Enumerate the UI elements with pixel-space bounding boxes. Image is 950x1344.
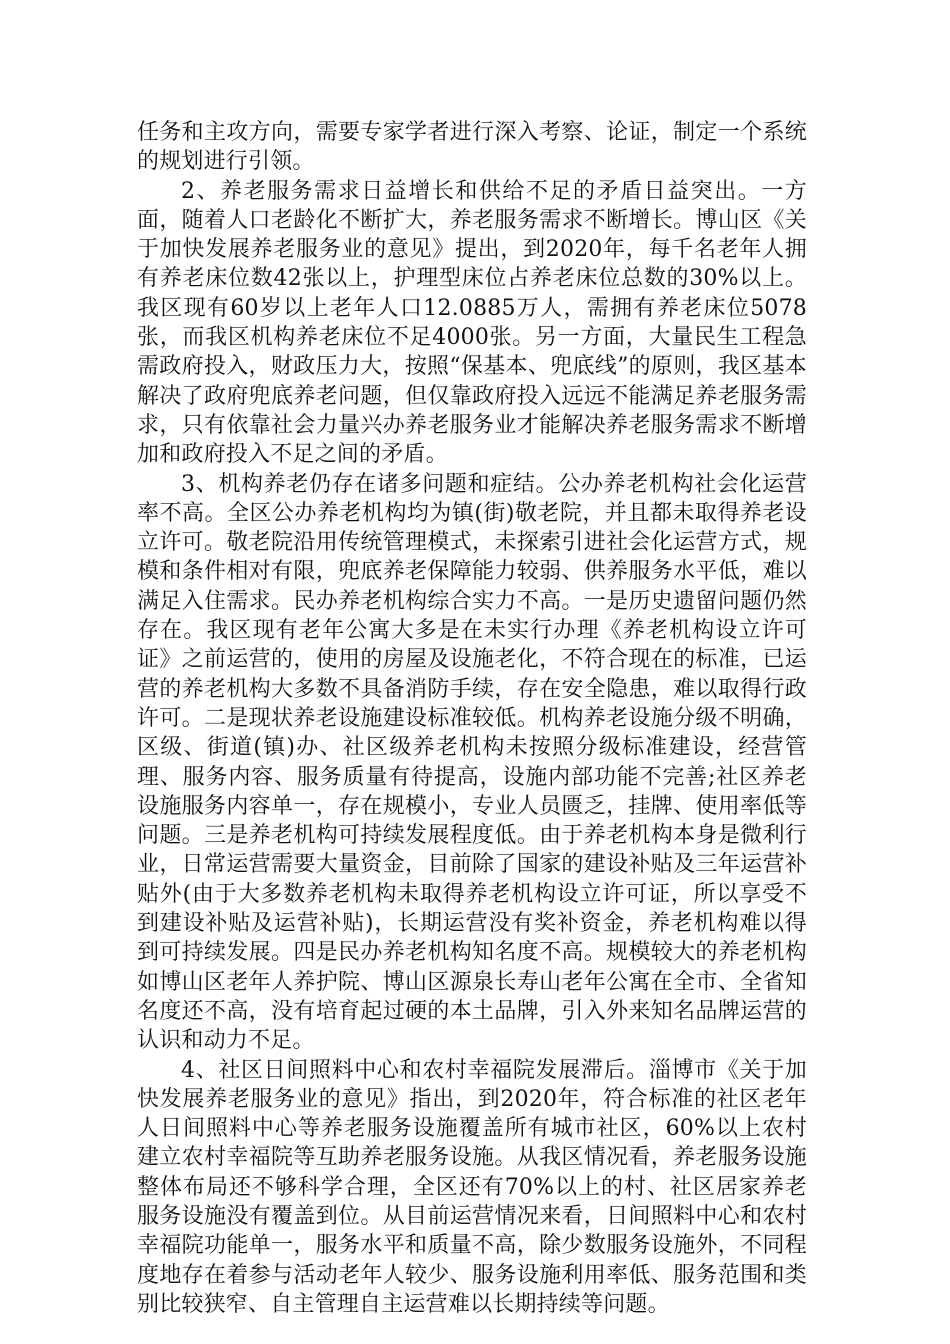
document-page	[137, 118, 807, 1319]
paragraph-institutional-issues: 3、机构养老仍存在诸多问题和症结。公办养老机构社会化运营率不高。全区公办养老机构均为镇(街)敬老院，并且都未取得养老设立许可。敬老院沿用传统管理模式，未探索引进社会化运营方式，规模和条件相对有限，兜底养老保障能力较弱、供养服务水平低，难以满足入住需求。民办养老机构综合实力不高。一是历史遗留问题仍然存在。我区现有老年公寓大多是在未实行办理《养老机构设立许可证》之前运营的，使用的房屋及设施老化，不符合现在的标准，已运营的养老机构大多数不具备消防手续，存在安全隐患，难以取得行政许可。二是现状养老设施建设标准较低。机构养老设施分级不明确，区级、街道(镇)办、社区级养老机构未按照分级标准建设，经营管理、服务内容、服务质量有待提高，设施内部功能不完善;社区养老设施服务内容单一，存在规模小，专业人员匮乏，挂牌、使用率低等问题。三是养老机构可持续发展程度低。由于养老机构本身是微利行业，日常运营需要大量资金，目前除了国家的建设补贴及三年运营补贴外(由于大多数养老机构未取得养老机构设立许可证，所以享受不到建设补贴及运营补贴)，长期运营没有奖补资金，养老机构难以得到可持续发展。四是民办养老机构知名度不高。规模较大的养老机构如博山区老年人养护院、博山区源泉长寿山老年公寓在全市、全省知名度还不高，没有培育起过硬的本土品牌，引入外来知名品牌运营的认识和动力不足。	[137, 471, 807, 1054]
paragraph-supply-demand: 2、养老服务需求日益增长和供给不足的矛盾日益突出。一方面，随着人口老龄化不断扩大，养老服务需求不断增长。博山区《关于加快发展养老服务业的意见》提出，到2020年，每千名老年人拥有养老床位数42张以上，护理型床位占养老床位总数的30%以上。我区现有60岁以上老年人口12.0885万人，需拥有养老床位5078张，而我区机构养老床位不足4000张。另一方面，大量民生工程急需政府投入，财政压力大，按照“保基本、兜底线”的原则，我区基本解决了政府兜底养老问题，但仅靠政府投入远远不能满足养老服务需求，只有依靠社会力量兴办养老服务业才能解决养老服务需求不断增加和政府投入不足之间的矛盾。	[137, 178, 807, 468]
paragraph-continuation: 任务和主攻方向，需要专家学者进行深入考察、论证，制定一个系统的规划进行引领。	[137, 120, 807, 175]
paragraph-community-centers: 4、社区日间照料中心和农村幸福院发展滞后。淄博市《关于加快发展养老服务业的意见》指出，到2020年，符合标准的社区老年人日间照料中心等养老服务设施覆盖所有城市社区，60%以上农村建立农村幸福院等互助养老服务设施。从我区情况看，养老服务设施整体布局还不够科学合理，全区还有70%以上的村、社区居家养老服务设施没有覆盖到位。从目前运营情况来看，日间照料中心和农村幸福院功能单一，服务水平和质量不高，除少数服务设施外，不同程度地存在着参与活动老年人较少、服务设施利用率低、服务范围和类别比较狭窄、自主管理自主运营难以长期持续等问题。	[137, 1057, 807, 1317]
